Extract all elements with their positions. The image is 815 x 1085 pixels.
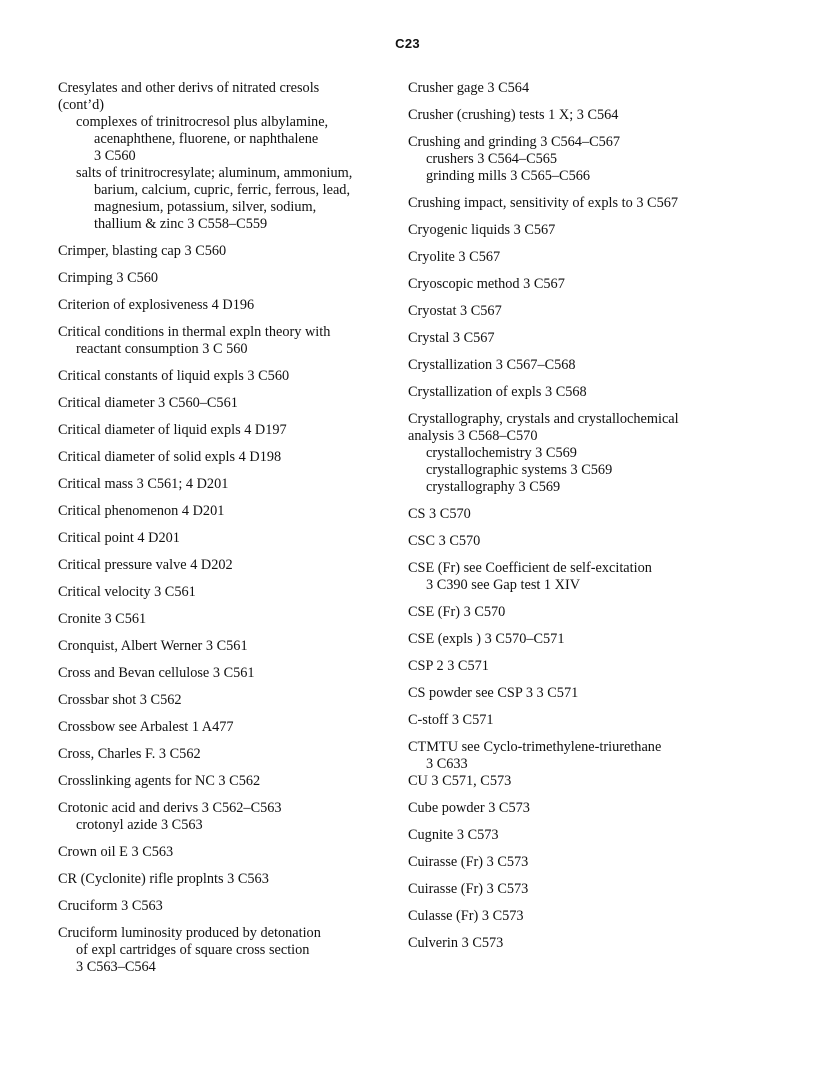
- index-entry-heading: Cruciform 3 C563: [58, 898, 163, 914]
- index-entry-heading: Crusher (crushing) tests 1 X; 3 C564: [408, 107, 619, 123]
- index-entry: [408, 908, 738, 925]
- index-entry: [408, 739, 738, 790]
- index-entry: [408, 604, 738, 621]
- index-entry: [58, 871, 403, 888]
- index-entry-heading: Culasse (Fr) 3 C573: [408, 908, 524, 924]
- index-entry-heading: CS 3 C570: [408, 506, 471, 522]
- index-entry: [408, 411, 738, 496]
- index-entry-heading: C-stoff 3 C571: [408, 712, 494, 728]
- index-entry-heading: Cryolite 3 C567: [408, 249, 501, 265]
- index-entry-heading: Critical phenomenon 4 D201: [58, 503, 225, 519]
- index-entry-heading: CR (Cyclonite) rifle proplnts 3 C563: [58, 871, 269, 887]
- index-entry: [408, 80, 738, 97]
- index-entry-subline: salts of trinitrocresylate; aluminum, ammonium,: [76, 165, 353, 181]
- index-entry: [58, 746, 403, 763]
- index-entry-heading: Critical velocity 3 C561: [58, 584, 196, 600]
- index-entry-heading: Cryoscopic method 3 C567: [408, 276, 565, 292]
- index-entry: [58, 773, 403, 790]
- index-entry: [408, 935, 738, 952]
- page-number: C23: [395, 36, 420, 51]
- index-entry: [58, 557, 403, 574]
- index-entry-subline: thallium & zinc 3 C558–C559: [94, 216, 268, 232]
- index-entry-heading: analysis 3 C568–C570: [408, 428, 538, 444]
- index-entry-subline: crystallochemistry 3 C569: [426, 445, 577, 461]
- index-entry: [58, 80, 403, 233]
- index-entry-heading: Critical mass 3 C561; 4 D201: [58, 476, 229, 492]
- index-entry-subline: 3 C390 see Gap test 1 XIV: [426, 577, 581, 593]
- index-entry-heading: CTMTU see Cyclo-trimethylene-triurethane: [408, 739, 662, 755]
- index-entry: [58, 584, 403, 601]
- index-entry: [408, 881, 738, 898]
- index-entry: [408, 303, 738, 320]
- index-entry-heading: Cronite 3 C561: [58, 611, 147, 627]
- index-entry: [408, 827, 738, 844]
- index-entry: [58, 324, 403, 358]
- index-entry: [58, 243, 403, 260]
- index-entry: [408, 276, 738, 293]
- index-entry-heading: Crusher gage 3 C564: [408, 80, 530, 96]
- index-entry: [408, 134, 738, 185]
- index-entry-subline: crushers 3 C564–C565: [426, 151, 558, 167]
- index-entry: [58, 898, 403, 915]
- index-entry: [58, 476, 403, 493]
- index-entry-heading: CSE (Fr) 3 C570: [408, 604, 506, 620]
- index-entry-heading: Critical conditions in thermal expln theory with: [58, 324, 331, 340]
- index-entry-subline: reactant consumption 3 C 560: [76, 341, 248, 357]
- index-entry-subline: 3 C633: [426, 756, 468, 772]
- index-entry-subline: 3 C563–C564: [76, 959, 156, 975]
- index-entry: [58, 395, 403, 412]
- index-entry-heading: Culverin 3 C573: [408, 935, 504, 951]
- index-entry-heading: Crotonic acid and derivs 3 C562–C563: [58, 800, 282, 816]
- index-entry: [58, 665, 403, 682]
- index-entry: [408, 658, 738, 675]
- index-entry: [58, 503, 403, 520]
- index-entry-heading: Critical diameter of liquid expls 4 D197: [58, 422, 287, 438]
- index-entry: [408, 631, 738, 648]
- index-entry-heading: Crystallization of expls 3 C568: [408, 384, 587, 400]
- index-entry: [58, 638, 403, 655]
- index-entry-heading: Cresylates and other derivs of nitrated cresols: [58, 80, 320, 96]
- index-entry: [408, 330, 738, 347]
- index-entry-heading: CS powder see CSP 3 3 C571: [408, 685, 579, 701]
- index-entry-heading: (cont’d): [58, 97, 105, 113]
- index-entry: [58, 611, 403, 628]
- index-entry-heading: CSC 3 C570: [408, 533, 481, 549]
- index-entry: [58, 449, 403, 466]
- index-entry: [58, 422, 403, 439]
- index-entry-subline: of expl cartridges of square cross section: [76, 942, 310, 958]
- index-entry: [408, 712, 738, 729]
- index-entry-heading: Critical point 4 D201: [58, 530, 180, 546]
- index-entry: [58, 692, 403, 709]
- index-entry-heading: CU 3 C571, C573: [408, 773, 512, 789]
- index-entry-heading: Cronquist, Albert Werner 3 C561: [58, 638, 248, 654]
- index-entry-heading: Cruciform luminosity produced by detonation: [58, 925, 321, 941]
- index-entry: [408, 357, 738, 374]
- index-entry-heading: Crimper, blasting cap 3 C560: [58, 243, 227, 259]
- index-entry: [408, 249, 738, 266]
- index-entry: [58, 925, 403, 976]
- index-column-right: [408, 80, 738, 962]
- index-entry-heading: Cross and Bevan cellulose 3 C561: [58, 665, 255, 681]
- index-entry-subline: magnesium, potassium, silver, sodium,: [94, 199, 317, 215]
- index-entry-heading: Cube powder 3 C573: [408, 800, 530, 816]
- index-entry-heading: Cuirasse (Fr) 3 C573: [408, 881, 529, 897]
- index-entry-subline: acenaphthene, fluorene, or naphthalene: [94, 131, 319, 147]
- index-entry-heading: Crossbow see Arbalest 1 A477: [58, 719, 234, 735]
- index-entry: [58, 297, 403, 314]
- index-entry-heading: Crystallization 3 C567–C568: [408, 357, 576, 373]
- index-entry: [58, 800, 403, 834]
- index-entry: [408, 800, 738, 817]
- index-entry-heading: Cryogenic liquids 3 C567: [408, 222, 556, 238]
- index-entry-heading: Crystal 3 C567: [408, 330, 495, 346]
- index-entry-heading: Crushing impact, sensitivity of expls to 3 C567: [408, 195, 679, 211]
- index-entry-heading: Crushing and grinding 3 C564–C567: [408, 134, 621, 150]
- index-entry-subline: grinding mills 3 C565–C566: [426, 168, 591, 184]
- index-entry-heading: Crown oil E 3 C563: [58, 844, 174, 860]
- index-entry: [58, 270, 403, 287]
- index-entry-heading: Crimping 3 C560: [58, 270, 159, 286]
- index-entry: [408, 506, 738, 523]
- index-entry-heading: Cross, Charles F. 3 C562: [58, 746, 201, 762]
- index-entry-heading: Critical diameter 3 C560–C561: [58, 395, 238, 411]
- index-entry-subline: crystallographic systems 3 C569: [426, 462, 613, 478]
- index-entry-subline: crotonyl azide 3 C563: [76, 817, 203, 833]
- index-entry-heading: Crosslinking agents for NC 3 C562: [58, 773, 261, 789]
- index-entry: [408, 222, 738, 239]
- index-entry: [58, 719, 403, 736]
- index-entry-heading: Crystallography, crystals and crystallochemical: [408, 411, 679, 427]
- index-entry-heading: Crossbar shot 3 C562: [58, 692, 182, 708]
- index-entry-subline: barium, calcium, cupric, ferric, ferrous, lead,: [94, 182, 351, 198]
- index-entry: [408, 195, 738, 212]
- index-entry-heading: Criterion of explosiveness 4 D196: [58, 297, 255, 313]
- index-entry: [58, 530, 403, 547]
- index-entry-heading: CSP 2 3 C571: [408, 658, 489, 674]
- index-column-left: [58, 80, 403, 986]
- index-entry: [408, 854, 738, 871]
- index-entry-heading: Critical constants of liquid expls 3 C560: [58, 368, 290, 384]
- index-entry-heading: Critical pressure valve 4 D202: [58, 557, 233, 573]
- index-entry: [408, 685, 738, 702]
- index-entry-subline: 3 C560: [94, 148, 136, 164]
- index-entry-heading: Critical diameter of solid expls 4 D198: [58, 449, 282, 465]
- index-entry-heading: CSE (expls ) 3 C570–C571: [408, 631, 565, 647]
- index-entry: [58, 368, 403, 385]
- index-entry-heading: Cuirasse (Fr) 3 C573: [408, 854, 529, 870]
- index-entry-heading: Cryostat 3 C567: [408, 303, 502, 319]
- index-entry: [408, 384, 738, 401]
- index-entry: [408, 107, 738, 124]
- index-entry: [408, 533, 738, 550]
- index-entry: [408, 560, 738, 594]
- index-entry-heading: CSE (Fr) see Coefficient de self-excitation: [408, 560, 652, 576]
- index-entry-subline: complexes of trinitrocresol plus albylamine,: [76, 114, 329, 130]
- index-entry: [58, 844, 403, 861]
- index-entry-subline: crystallography 3 C569: [426, 479, 561, 495]
- index-entry-heading: Cugnite 3 C573: [408, 827, 499, 843]
